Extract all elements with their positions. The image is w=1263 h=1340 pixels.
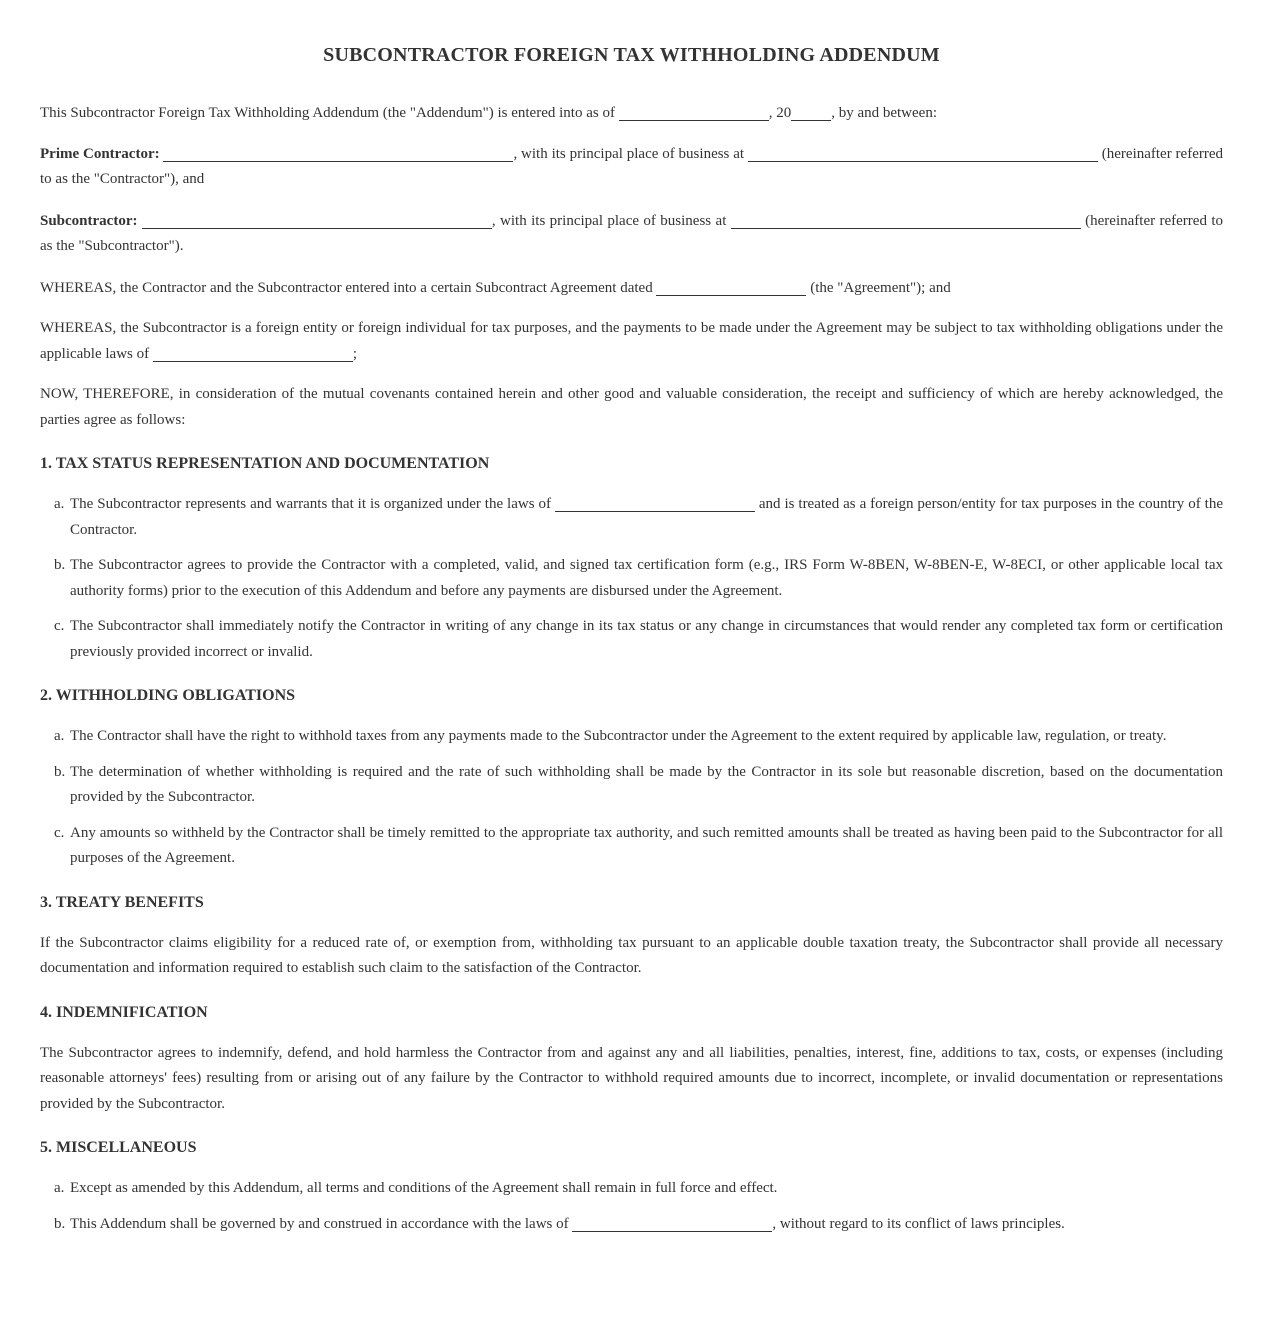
prime-end-text: (hereinafter referred to as the "Contractor"), and [40,145,1224,187]
s5a-text: Except as amended by this Addendum, all terms and conditions of the Agreement shall remain in full force and effect. [70,1180,778,1196]
governing-law-blank[interactable] [572,1217,772,1232]
intro-text-after: , by and between: [831,105,938,121]
section-2-list [40,724,1223,872]
prime-address-blank[interactable] [748,147,1098,162]
subcontractor-paragraph [40,209,1223,260]
section-2-item-b [40,760,1223,811]
whereas2-after: ; [352,345,358,362]
document-page [0,44,1263,1237]
now-therefore-paragraph: NOW, THEREFORE, in consideration of the mutual covenants contained herein and other good and valuable consideration, the receipt and sufficiency of which are hereby acknowledged, the parties agree as follows: [40,386,1223,428]
section-4-text: The Subcontractor agrees to indemnify, defend, and hold harmless the Contractor from and against any and all liabilities, penalties, interest, fine, additions to tax, costs, or expenses (including reasonable attorneys' fees) resulting from or arising out of any failure by the Contractor to withhold required amounts due to incorrect, incomplete, or invalid documentation or representations provided by the Subcontractor. [40,1044,1223,1112]
agreement-date-blank[interactable] [656,281,806,296]
s1c-text: The Subcontractor shall immediately notify the Contractor in writing of any change in its tax status or any change in circumstances that would render any completed tax form or certification previously provided incorrect or invalid. [70,618,1223,660]
section-1-item-b [40,553,1223,604]
section-5-item-a [40,1176,1223,1202]
prime-mid-text: , with its principal place of business at [513,145,748,162]
prime-contractor-name-blank[interactable] [163,147,513,162]
s2b-text: The determination of whether withholding is required and the rate of such withholding shall be made by the Contractor in its sole but reasonable discretion, based on the documentation provided by the Subcontractor. [70,763,1223,805]
whereas1-after: (the "Agreement"); and [806,279,951,296]
whereas-agreement-paragraph [40,276,1223,302]
item-marker: b. [54,1215,66,1232]
sub-end-text: (hereinafter referred to as the "Subcontractor"). [40,212,1224,254]
prime-contractor-label: Prime Contractor: [40,145,160,162]
s2a-text: The Contractor shall have the right to withhold taxes from any payments made to the Subcontractor under the Agreement to the extent required by applicable law, regulation, or treaty. [70,728,1167,744]
whereas-foreign-paragraph [40,316,1223,367]
prime-contractor-paragraph [40,142,1223,193]
section-2-item-c [40,821,1223,872]
section-3-heading: 3. TREATY BENEFITS [40,893,204,911]
section-1-list [40,492,1223,665]
section-2-heading: 2. WITHHOLDING OBLIGATIONS [40,687,296,704]
section-1-item-c [40,614,1223,665]
s1a-after: and is treated as a foreign person/entity for tax purposes in the country of the Contractor. [70,496,1224,538]
whereas2-before: WHEREAS, the Subcontractor is a foreign entity or foreign individual for tax purposes, and the payments to be made under the Agreement may be subject to tax withholding obligations under the applicable laws of [40,320,1223,362]
whereas1-before: WHEREAS, the Contractor and the Subcontractor entered into a certain Subcontract Agreement dated [40,279,657,296]
s5b-before: This Addendum shall be governed by and construed in accordance with the laws of [70,1215,573,1232]
document-title: SUBCONTRACTOR FOREIGN TAX WITHHOLDING ADDENDUM [323,44,940,66]
subcontractor-address-blank[interactable] [731,214,1081,229]
year-prefix: , 20 [768,105,792,121]
date-blank[interactable] [619,106,769,121]
section-1-item-a [40,492,1223,543]
year-blank[interactable] [791,106,831,121]
item-marker: c. [54,824,65,841]
section-4-heading: 4. INDEMNIFICATION [40,1003,208,1021]
s1a-before: The Subcontractor represents and warrants that it is organized under the laws of [70,496,555,512]
applicable-laws-blank[interactable] [153,347,353,362]
subcontractor-name-blank[interactable] [142,214,492,229]
intro-text-before: This Subcontractor Foreign Tax Withholding Addendum (the "Addendum") is entered into as of [40,105,619,121]
s1b-text: The Subcontractor agrees to provide the Contractor with a completed, valid, and signed tax certification form (e.g., IRS Form W-8BEN, W-8BEN-E, W-8ECI, or other applicable local tax authority forms) prior to the execution of this Addendum and before any payments are disbursed under the Agreement. [70,557,1223,599]
item-marker: a. [54,728,65,744]
section-5-item-b [40,1212,1223,1238]
section-5-heading: 5. MISCELLANEOUS [40,1139,197,1156]
item-marker: a. [54,1180,65,1196]
section-2-item-a [40,724,1223,750]
section-1-heading: 1. TAX STATUS REPRESENTATION AND DOCUMENTATION [40,455,490,472]
sub-mid-text: , with its principal place of business at [491,212,731,229]
intro-paragraph [40,101,1223,127]
section-5-list [40,1176,1223,1237]
item-marker: a. [54,496,65,512]
s2c-text: Any amounts so withheld by the Contractor shall be timely remitted to the appropriate tax authority, and such remitted amounts shall be treated as having been paid to the Subcontractor for all purposes of the Agreement. [70,824,1223,866]
item-marker: b. [54,557,66,573]
s5b-after: , without regard to its conflict of laws principles. [772,1215,1065,1232]
section-3-text: If the Subcontractor claims eligibility for a reduced rate of, or exemption from, withholding tax pursuant to an applicable double taxation treaty, the Subcontractor shall provide all necessary documentation and information required to establish such claim to the satisfaction of the Contractor. [40,934,1223,976]
organized-laws-blank[interactable] [555,497,755,512]
item-marker: b. [54,763,66,780]
subcontractor-label: Subcontractor: [40,212,138,229]
item-marker: c. [54,618,65,634]
